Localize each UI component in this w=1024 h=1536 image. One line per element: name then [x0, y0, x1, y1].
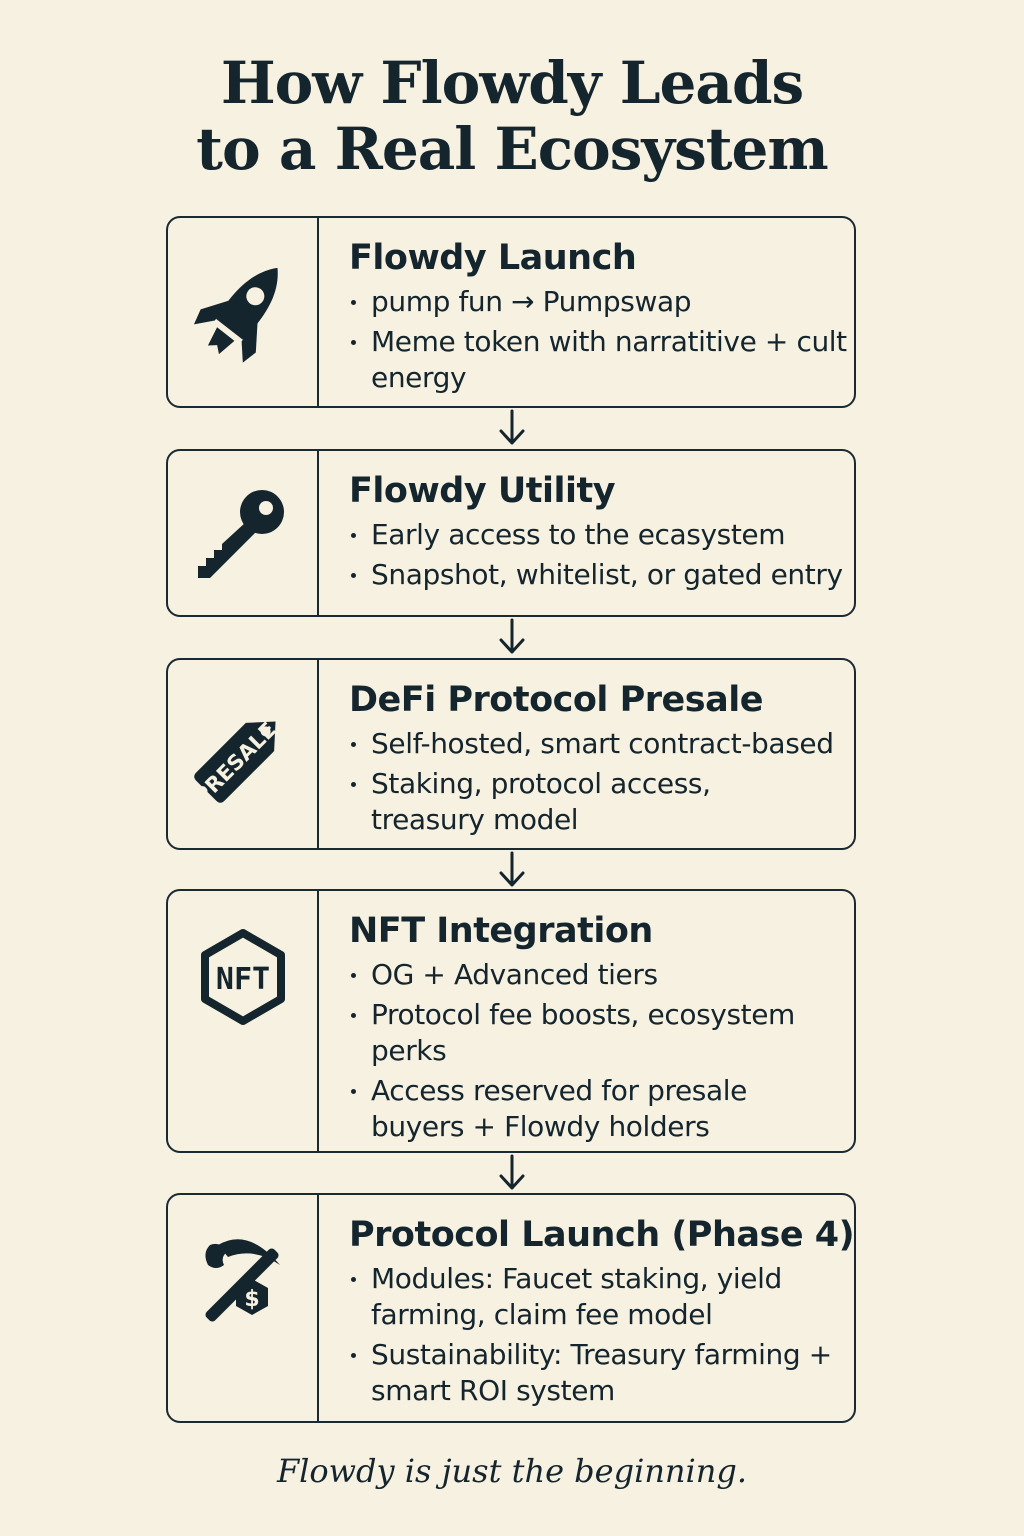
list-item: Self-hosted, smart contract-based: [349, 726, 854, 762]
down-arrow-icon: [497, 409, 527, 447]
list-item: pump fun → Pumpswap: [349, 284, 854, 320]
list-item: Snapshot, whitelist, or gated entry: [349, 557, 854, 593]
title-line-1: How Flowdy Leads: [220, 49, 804, 117]
step-title: DeFi Protocol Presale: [349, 680, 763, 720]
step-card-protocol-launch: [166, 1193, 856, 1423]
icon-cell: [168, 660, 319, 848]
key-icon: [188, 478, 298, 588]
step-card-nft: [166, 889, 856, 1153]
bullet-list: [349, 1261, 854, 1409]
title-line-2: to a Real Ecosystem: [196, 115, 828, 183]
list-item: Protocol fee boosts, ecosystem perks: [349, 997, 831, 1069]
icon-cell: [168, 451, 319, 615]
step-title: Protocol Launch (Phase 4): [349, 1215, 855, 1255]
bullet-list: [349, 284, 854, 396]
coin-badge-text: $: [243, 1287, 260, 1312]
list-item: Access reserved for presale buyers + Flowdy holders: [349, 1073, 791, 1145]
down-arrow-icon: [497, 1154, 527, 1192]
icon-cell: [168, 218, 319, 406]
down-arrow-icon: [497, 851, 527, 889]
bullet-list: [349, 957, 854, 1145]
bullet-list: [349, 726, 854, 838]
nft-badge-text: NFT: [215, 962, 270, 997]
list-item: Modules: Faucet staking, yield farming, claim fee model: [349, 1261, 791, 1333]
footer-tagline: Flowdy is just the beginning.: [276, 1452, 748, 1490]
step-title: Flowdy Launch: [349, 238, 637, 278]
icon-cell: [168, 1195, 319, 1421]
step-card-launch: [166, 216, 856, 408]
icon-cell: [168, 891, 319, 1151]
list-item: OG + Advanced tiers: [349, 957, 854, 993]
step-card-presale: [166, 658, 856, 850]
step-card-utility: [166, 449, 856, 617]
rocket-icon: [188, 252, 298, 372]
list-item: Meme token with narratitive + cult energy: [349, 324, 854, 396]
pickaxe-coin-icon: [188, 1217, 298, 1327]
list-item: Early access to the ecasystem: [349, 517, 854, 553]
page-title: [0, 50, 1024, 182]
list-item: Staking, protocol access, treasury model: [349, 766, 751, 838]
step-title: Flowdy Utility: [349, 471, 616, 511]
bullet-list: [349, 517, 854, 593]
presale-tag-text: PRESALE: [189, 717, 281, 809]
step-title: NFT Integration: [349, 911, 653, 951]
presale-tag-icon: [183, 694, 303, 814]
nft-hexagon-icon: [193, 927, 293, 1027]
list-item: Sustainability: Treasury farming + smart ROI system: [349, 1337, 846, 1409]
down-arrow-icon: [497, 618, 527, 656]
